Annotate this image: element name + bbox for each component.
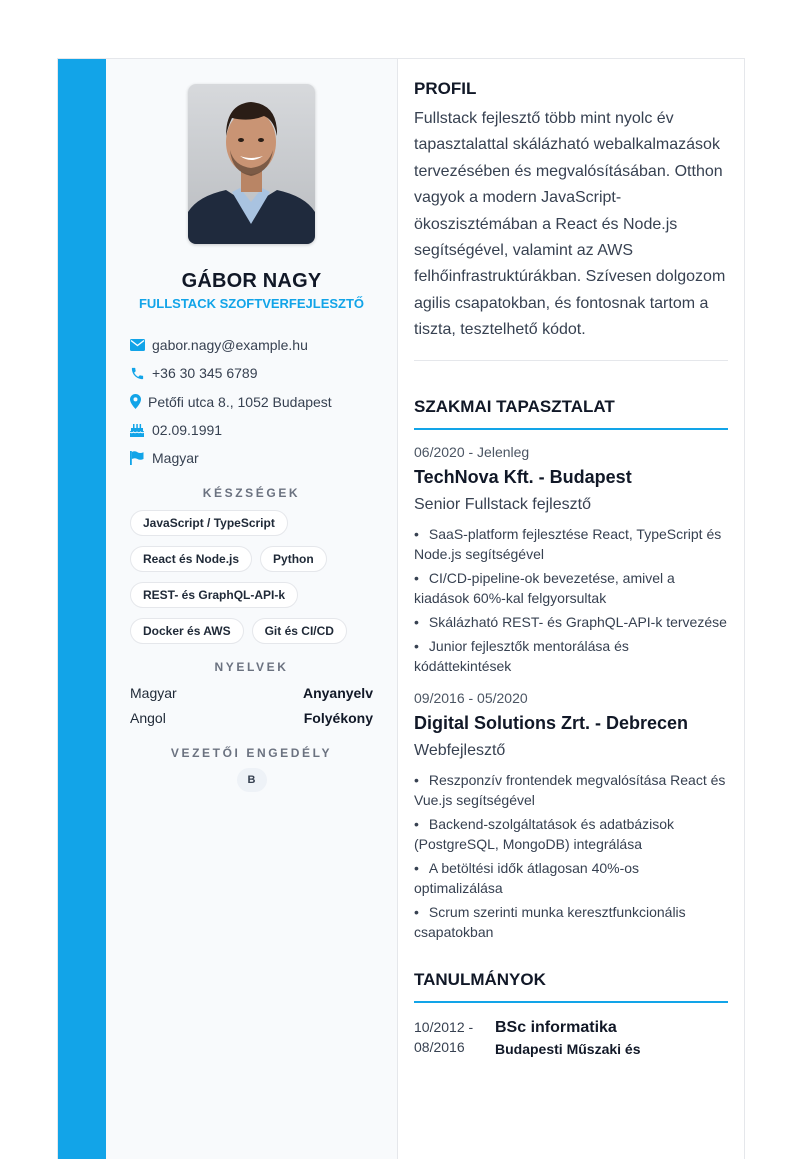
education-entry [414, 1017, 728, 1059]
bullet-text: Skálázható REST- és GraphQL-API-k tervezése [428, 613, 727, 630]
bullet-text: A betöltési idők átlagosan 40%-os optimalizálása [414, 859, 640, 896]
contact-email-text: gabor.nagy@example.hu [152, 337, 308, 354]
skill-chip: Python [260, 546, 327, 572]
section-underline [414, 1001, 728, 1003]
phone-icon [130, 366, 152, 381]
section-underline [414, 428, 728, 430]
bullet-item: • Reszponzív frontendek megvalósítása React és Vue.js segítségével [414, 771, 726, 808]
bullet-text: CI/CD-pipeline-ok bevezetése, amivel a kiadások 60%-kal felgyorsultak [414, 569, 675, 606]
job-bullets [414, 524, 728, 676]
experience-heading: SZAKMAI TAPASZTALAT [414, 396, 615, 416]
skills-list [130, 510, 373, 644]
contact-nationality [130, 444, 373, 472]
education-date: 10/2012 - 08/2016 [414, 1018, 474, 1055]
person-name: GÁBOR NAGY [181, 270, 322, 292]
job-role: Webfejlesztő [414, 741, 506, 759]
map-pin-icon [130, 394, 148, 409]
job-entry [414, 690, 728, 942]
education-details [495, 1017, 641, 1059]
languages-list [130, 681, 373, 730]
bullet-item: • CI/CD-pipeline-ok bevezetése, amivel a kiadások 60%-kal felgyorsultak [414, 569, 675, 606]
education-heading: TANULMÁNYOK [414, 969, 546, 989]
contact-email[interactable] [130, 331, 373, 359]
language-name: Magyar [130, 685, 177, 702]
job-date: 09/2016 - 05/2020 [414, 689, 528, 706]
contact-birthdate [130, 416, 373, 444]
skill-chip: Docker és AWS [130, 618, 244, 644]
divider [414, 360, 728, 361]
profile-heading: PROFIL [414, 79, 477, 98]
bullet-item: • A betöltési idők átlagosan 40%-os optimalizálása [414, 859, 640, 896]
education-degree: BSc informatika [495, 1018, 617, 1036]
resume-page [57, 58, 745, 1159]
bullet-text: Junior fejlesztők mentorálása és kódáttekintések [414, 637, 629, 674]
bullet-item: • SaaS-platform fejlesztése React, TypeScript és Node.js segítségével [414, 525, 722, 562]
language-row [130, 706, 373, 731]
sidebar [106, 59, 398, 1159]
language-row [130, 681, 373, 706]
envelope-icon [130, 339, 152, 351]
job-company: TechNova Kft. - Budapest [414, 466, 632, 487]
license-heading: VEZETŐI ENGEDÉLY [170, 746, 333, 761]
job-role: Senior Fullstack fejlesztő [414, 495, 591, 513]
contact-birthdate-text: 02.09.1991 [152, 422, 223, 439]
bullet-item: • Backend-szolgáltatások és adatbázisok (PostgreSQL, MongoDB) integrálása [414, 815, 675, 852]
contact-nationality-text: Magyar [152, 450, 199, 467]
languages-heading: NYELVEK [214, 660, 289, 675]
job-company: Digital Solutions Zrt. - Debrecen [414, 712, 689, 733]
skill-chip: JavaScript / TypeScript [130, 510, 288, 536]
main-content [398, 59, 744, 1159]
bullet-text: Reszponzív frontendek megvalósítása React és Vue.js segítségével [414, 771, 726, 808]
skill-chip: REST- és GraphQL-API-k [130, 582, 298, 608]
contact-phone[interactable] [130, 359, 373, 387]
contact-phone-text: +36 30 345 6789 [152, 365, 258, 382]
skill-chip: Git és CI/CD [252, 618, 347, 644]
birthday-cake-icon [130, 423, 152, 437]
profile-text: Fullstack fejlesztő több mint nyolc év tapasztalattal skálázható webalkalmazások tervezésében és megvalósításában. Otthon vagyok a modern JavaScript-ökoszisztémában a React és Node.js segítségével, valamint az AWS felhőinfrastruktúrákban. Szívesen dolgozom agilis csapatokban, és fontosnak tartom a tiszta, tesztelhető kódot. [414, 110, 726, 339]
bullet-item: • Junior fejlesztők mentorálása és kódáttekintések [414, 637, 629, 674]
language-level: Folyékony [303, 709, 373, 726]
skill-chip: React és Node.js [130, 546, 252, 572]
accent-bar [58, 59, 106, 1159]
contact-list [130, 331, 373, 472]
language-level: Anyanyelv [302, 685, 373, 702]
education-school: Budapesti Műszaki és [495, 1040, 641, 1057]
job-date: 06/2020 - Jelenleg [414, 443, 530, 460]
flag-icon [130, 451, 152, 465]
bullet-text: SaaS-platform fejlesztése React, TypeScript és Node.js segítségével [414, 525, 722, 562]
bullet-text: Scrum szerinti munka keresztfunkcionális csapatokban [414, 903, 686, 940]
job-bullets [414, 770, 728, 942]
skills-heading: KÉSZSÉGEK [202, 486, 301, 501]
language-name: Angol [130, 709, 166, 726]
bullet-text: Backend-szolgáltatások és adatbázisok (PostgreSQL, MongoDB) integrálása [414, 815, 675, 852]
profile-photo [188, 84, 315, 244]
person-title: FULLSTACK SZOFTVERFEJLESZTŐ [138, 296, 365, 311]
bullet-item: • Scrum szerinti munka keresztfunkcionális csapatokban [414, 903, 686, 940]
license-badge: B [237, 768, 267, 792]
contact-address [130, 388, 373, 416]
job-entry [414, 444, 728, 676]
contact-address-text: Petőfi utca 8., 1052 Budapest [148, 393, 332, 410]
bullet-item: • Skálázható REST- és GraphQL-API-k tervezése [414, 613, 727, 630]
